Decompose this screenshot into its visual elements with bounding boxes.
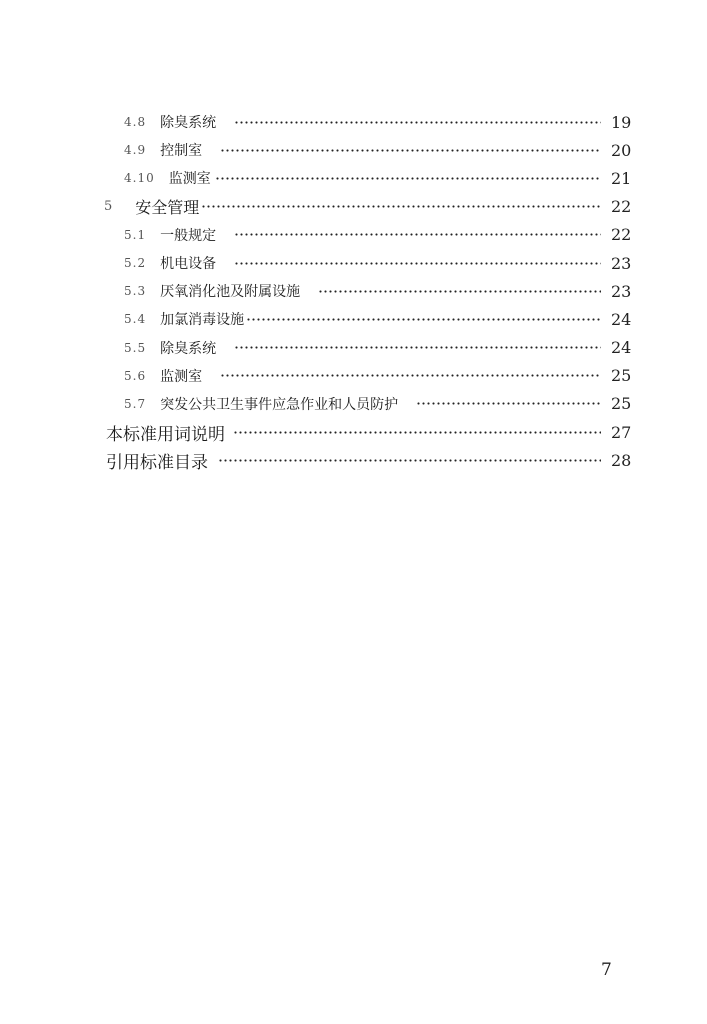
toc-entry-5-4[interactable]	[0, 305, 707, 333]
toc-entry-page: 20	[611, 140, 632, 160]
toc-entry-page: 21	[611, 168, 632, 188]
dot-leader	[233, 424, 601, 441]
toc-entry-page: 22	[611, 197, 632, 217]
toc-entry-title: 除臭系统	[160, 115, 217, 132]
dot-leader	[246, 312, 601, 326]
dot-leader	[318, 284, 601, 298]
dot-leader	[220, 143, 601, 157]
toc-entry-page: 23	[611, 281, 632, 301]
dot-leader	[220, 369, 601, 383]
toc-entry-page: 25	[611, 394, 632, 414]
toc-entry-title: 安全管理	[135, 198, 200, 218]
toc-entry-5-3[interactable]	[0, 277, 707, 305]
toc-entry-number: 5.1	[124, 227, 147, 242]
dot-leader	[416, 397, 601, 411]
toc-entry-number: 5.6	[124, 368, 147, 383]
toc-entry-5-6[interactable]	[0, 362, 707, 390]
toc-entry-5-1[interactable]	[0, 221, 707, 249]
toc-entry-page: 24	[611, 338, 632, 358]
page-number: 7	[601, 960, 612, 980]
toc-entry-title: 厌氧消化池及附属设施	[160, 284, 301, 301]
toc-entry-page: 25	[611, 366, 632, 386]
toc-entry-page: 24	[611, 309, 632, 329]
toc-entry-title: 引用标准目录	[106, 452, 208, 473]
toc-entry-4-8[interactable]	[0, 108, 707, 136]
toc-entry-5[interactable]	[0, 193, 707, 221]
toc-entry-4-10[interactable]	[0, 164, 707, 192]
toc-entry-title: 监测室	[168, 171, 211, 188]
toc-entry-number: 4.9	[124, 143, 147, 158]
toc-entry-referenced-standards[interactable]	[0, 446, 707, 474]
dot-leader	[234, 256, 601, 270]
toc-entry-number: 5.5	[124, 340, 147, 355]
toc-entry-number: 5.2	[124, 256, 147, 271]
toc-entry-page: 22	[611, 225, 632, 245]
toc-entry-number: 5.7	[124, 396, 147, 411]
toc-entry-5-2[interactable]	[0, 249, 707, 277]
dot-leader	[234, 228, 601, 242]
toc-entry-title: 加氯消毒设施	[160, 312, 245, 329]
toc-entry-5-7[interactable]	[0, 390, 707, 418]
toc-entry-number: 4.10	[124, 171, 155, 186]
dot-leader	[218, 452, 601, 469]
toc-entry-5-5[interactable]	[0, 334, 707, 362]
toc-entry-title: 机电设备	[160, 256, 217, 273]
toc-entry-number: 4.8	[124, 115, 147, 130]
table-of-contents	[0, 108, 707, 474]
toc-entry-title: 控制室	[160, 143, 203, 160]
toc-entry-page: 27	[611, 422, 632, 442]
toc-entry-terms-explanation[interactable]	[0, 418, 707, 446]
dot-leader	[234, 115, 601, 129]
toc-entry-title: 除臭系统	[160, 340, 217, 357]
dot-leader	[201, 199, 601, 215]
dot-leader	[215, 171, 601, 185]
toc-entry-title: 突发公共卫生事件应急作业和人员防护	[160, 396, 399, 413]
toc-entry-page: 19	[611, 112, 632, 132]
toc-entry-title: 一般规定	[160, 227, 217, 244]
toc-entry-title: 本标准用词说明	[106, 424, 225, 445]
toc-entry-number: 5.4	[124, 312, 147, 327]
toc-entry-number: 5.3	[124, 284, 147, 299]
dot-leader	[234, 341, 601, 355]
toc-entry-page: 28	[611, 450, 632, 470]
toc-entry-title: 监测室	[160, 368, 203, 385]
toc-entry-number: 5	[104, 199, 114, 215]
toc-entry-page: 23	[611, 253, 632, 273]
toc-entry-4-9[interactable]	[0, 136, 707, 164]
